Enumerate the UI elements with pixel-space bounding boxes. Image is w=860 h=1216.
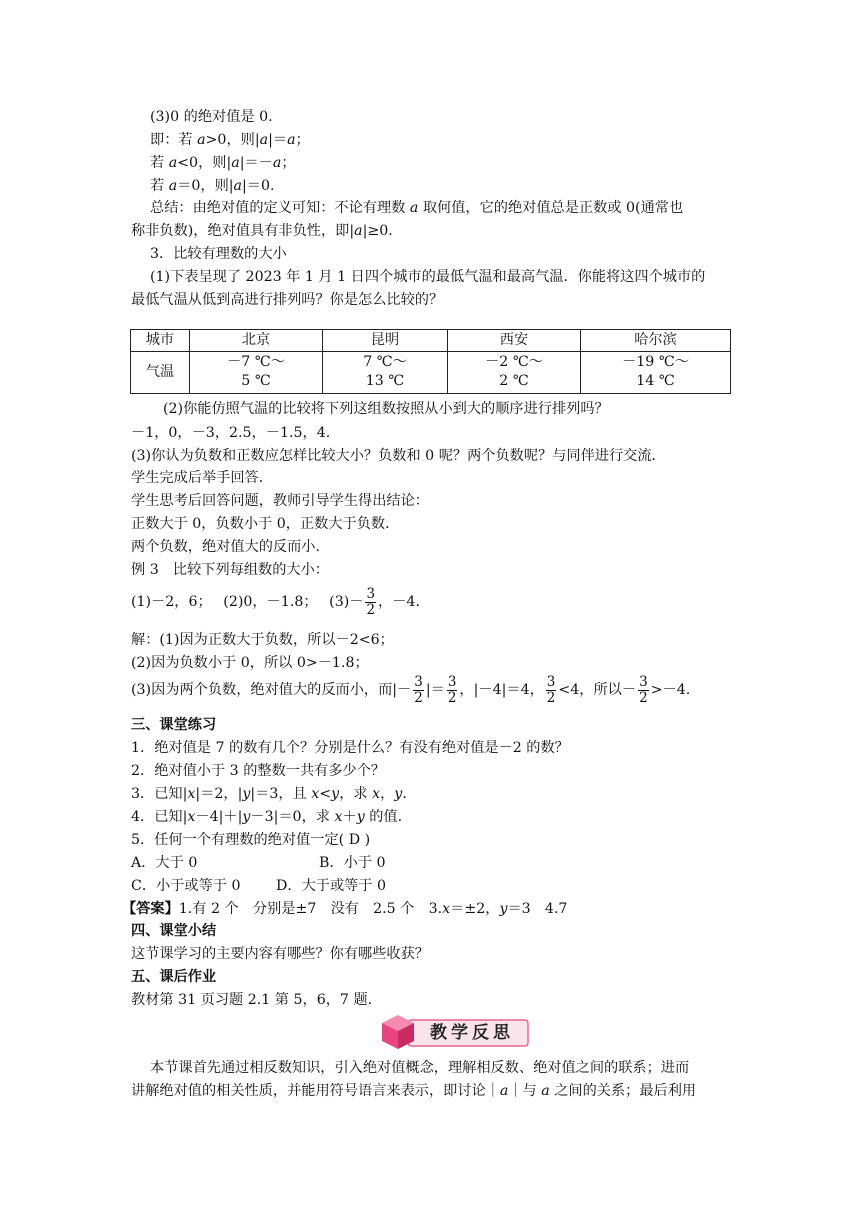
text-line: 若 a<0，则|a|＝－a； [150,155,296,171]
text-line: (3)因为两个负数，绝对值大的反而小，而|－ $\frac{3}{2}$ |＝ $\frac{3}{2}$ ，|－4|＝4， $\frac{3}{2}$ <4，所以－ $\frac{3}{2}$ >－4. [131,673,691,706]
text-line: 若 a＝0，则|a|＝0. [150,178,275,194]
text-line: 两个负数，绝对值大的反而小． [131,539,330,555]
low-temp: 7 ℃～ [363,354,407,371]
text-line: (2)因为负数小于 0，所以 0>－1.8； [131,655,369,671]
text-line: 本节课首先通过相反数知识，引入绝对值概念，理解相反数、绝对值之间的联系；进而 [150,1060,690,1076]
text-line: (1)下表呈现了 2023 年 1 月 1 日四个城市的最低气温和最高气温．你能将这四个城市的 [150,269,706,285]
text-line: (1)－2，6； (2)0，－1.8； (3)－ $\frac{3}{2}$ ，－4. [131,585,420,618]
option-b: B．小于 0 [319,855,386,871]
high-temp: 2 ℃ [499,373,529,390]
text-line: 例 3 比较下列每组数的大小： [131,562,329,578]
text-line: 正数大于 0，负数小于 0，正数大于负数． [131,516,400,532]
table-cell: 西安 [448,330,581,352]
temperature-table [130,329,731,394]
banner-title: 教学反思 [430,1023,514,1043]
text-line: 1．绝对值是 7 的数有几个？分别是什么？有没有绝对值是－2 的数？ [131,740,569,756]
text-line: (3)0 的绝对值是 0. [150,109,273,125]
text-line: (2)你能仿照气温的比较将下列这组数按照从小到大的顺序进行排列吗？ [163,401,609,417]
answer-line: 【答案】1.有 2 个 分别是±7 没有 2.5 个 3.x＝±2，y＝3 4.7 [122,901,568,917]
table-cell: 北京 [190,330,323,352]
fraction: $\frac{3}{2}$ [639,673,648,706]
section-heading: 三、课堂练习 [131,717,217,733]
text-line: 解：(1)因为正数大于负数，所以－2<6； [131,632,394,648]
table-cell [448,351,581,393]
text-line: 2．绝对值小于 3 的整数一共有多少个？ [131,763,386,779]
text-line: －1，0，－3，2.5，－1.5，4. [131,425,331,441]
text-line: 学生思考后回答问题，教师引导学生得出结论： [131,493,429,509]
table-cell [190,351,323,393]
table-cell: 昆明 [323,330,448,352]
section-heading: 五、课后作业 [131,969,217,985]
fraction: $\frac{3}{2}$ [414,673,423,706]
text-line: 3．比较有理数的大小 [150,246,287,262]
text-line: 4．已知|x－4|＋|y－3|＝0，求 x＋y 的值. [131,809,403,825]
low-temp: －2 ℃～ [485,354,543,371]
text-line: 即：若 a>0，则|a|＝a； [150,132,310,148]
high-temp: 13 ℃ [365,373,405,390]
text-line: 5．任何一个有理数的绝对值一定( D ) [131,832,371,848]
text-line: 这节课学习的主要内容有哪些？你有哪些收获？ [131,946,429,962]
option-d: D．大于或等于 0 [276,878,387,894]
fraction: $\frac{3}{2}$ [546,673,556,706]
table-row [131,351,731,393]
option-c: C．小于或等于 0 [131,878,241,894]
low-temp: －7 ℃～ [227,354,285,371]
option-a: A．大于 0 [131,855,198,871]
table-cell [581,351,731,393]
text-line: 3．已知|x|＝2，|y|＝3，且 x<y，求 x，y. [131,786,407,802]
text-line: 学生完成后举手回答． [131,470,273,486]
table-cell: 城市 [131,330,190,352]
text-line: 最低气温从低到高进行排列吗？你是怎么比较的？ [131,292,444,308]
section-heading: 四、课堂小结 [131,923,217,939]
table-cell: 哈尔滨 [581,330,731,352]
fraction: $\frac{3}{2}$ [447,673,457,706]
text-line: 教材第 31 页习题 2.1 第 5，6，7 题. [131,992,373,1008]
text-line: 称非负数)，绝对值具有非负性，即|a|≥0. [131,223,393,239]
text-line: 总结：由绝对值的定义可知：不论有理数 a 取何值，它的绝对值总是正数或 0(通常也 [150,200,684,216]
table-cell [323,351,448,393]
high-temp: 14 ℃ [636,373,675,390]
high-temp: 5 ℃ [241,373,271,390]
fraction: $\frac{3}{2}$ [366,585,376,618]
low-temp: －19 ℃～ [622,354,689,371]
reflection-banner [378,1013,530,1051]
table-cell: 气温 [131,351,190,393]
text-line: (3)你认为负数和正数应怎样比较大小？负数和 0 呢？两个负数呢？与同伴进行交流． [131,448,666,464]
text-line: 讲解绝对值的相关性质，并能用符号语言来表示，即讨论｜a｜与 a 之间的关系；最后利用 [131,1083,697,1099]
table-row [131,330,731,352]
